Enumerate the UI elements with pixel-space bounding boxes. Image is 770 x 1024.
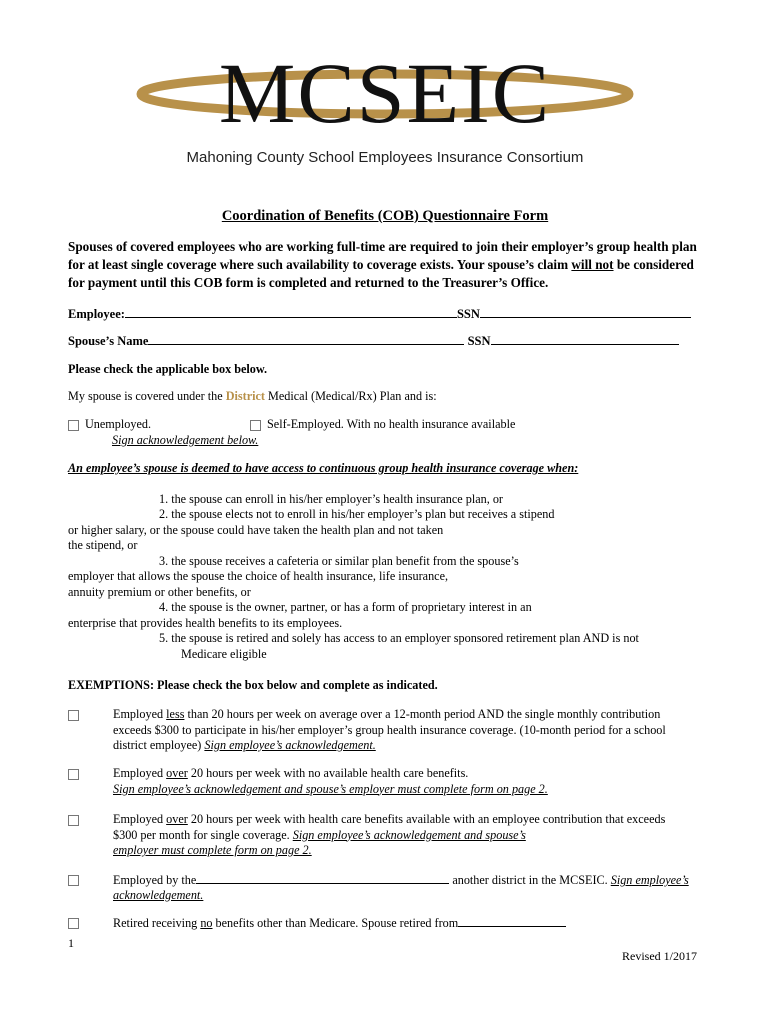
sign-acknowledgement-note: Sign acknowledgement below. <box>112 433 259 447</box>
exemption-retired: Retired receiving no benefits other than Medicare. Spouse retired from <box>68 915 708 933</box>
condition-item: 4. the spouse is the owner, partner, or has a form of proprietary interest in an <box>159 600 532 614</box>
exemption-5-checkbox[interactable] <box>68 918 79 929</box>
page-number: 1 <box>68 936 74 950</box>
ssn-label: SSN <box>456 307 480 321</box>
spouse-retired-from-field[interactable] <box>458 915 566 927</box>
exemption-2-checkbox[interactable] <box>68 769 79 780</box>
condition-item: Medicare eligible <box>181 647 267 661</box>
self-employed-option: Self-Employed. With no health insurance available <box>250 417 515 432</box>
employee-row <box>68 306 691 322</box>
condition-item: or higher salary, or the spouse could have taken the health plan and not taken <box>68 523 444 537</box>
condition-item: 3. the spouse receives a cafeteria or similar plan benefit from the spouse’s <box>159 554 519 568</box>
covered-statement: My spouse is covered under the District Medical (Medical/Rx) Plan and is: <box>68 389 437 403</box>
spouse-name-field[interactable] <box>148 333 464 345</box>
condition-item: employer that allows the spouse the choice of health insurance, life insurance, <box>68 569 449 583</box>
employee-field[interactable] <box>125 306 457 318</box>
condition-item: the stipend, or <box>68 538 138 552</box>
exemption-4-checkbox[interactable] <box>68 875 79 886</box>
condition-item: annuity premium or other benefits, or <box>68 585 251 599</box>
condition-item: 2. the spouse elects not to enroll in his/her employer’s plan but receives a stipend <box>159 507 555 521</box>
condition-item: 1. the spouse can enroll in his/her employer’s health insurance plan, or <box>159 492 503 506</box>
spouse-ssn-label: SSN <box>467 334 491 348</box>
spouse-name-label: Spouse’s Name <box>68 334 149 348</box>
logo-subtitle: Mahoning County School Employees Insurance Consortium <box>186 149 584 166</box>
revised-date: Revised 1/2017 <box>622 949 697 963</box>
self-employed-checkbox[interactable] <box>250 420 261 431</box>
unemployed-checkbox[interactable] <box>68 420 79 431</box>
employee-ssn-field[interactable] <box>480 306 691 318</box>
exemption-employed-by-district: Employed by the another district in the MCSEIC. Sign employee’s acknowledgement. <box>68 872 708 904</box>
logo-wordmark: MCSEIC <box>218 45 552 141</box>
exemptions-heading: EXEMPTIONS: Please check the box below and complete as indicated. <box>68 678 438 692</box>
unemployed-option: Unemployed. <box>68 417 151 432</box>
access-heading: An employee’s spouse is deemed to have access to continuous group health insurance coverage when: <box>68 461 579 475</box>
exemption-3-checkbox[interactable] <box>68 815 79 826</box>
employee-label: Employee: <box>68 307 125 321</box>
condition-item: enterprise that provides health benefits to its employees. <box>68 616 343 630</box>
spouse-ssn-field[interactable] <box>491 333 679 345</box>
intro-paragraph: Spouses of covered employees who are working full-time are required to join their employer’s group health plan for at least single coverage where such availability to coverage exists. Your spouse’s claim will not be considered for payment until this COB form is completed and returned to the Treasurer’s Office. <box>68 239 697 290</box>
spouse-row <box>68 333 679 349</box>
check-instruction: Please check the applicable box below. <box>68 362 268 376</box>
employing-district-field[interactable] <box>196 872 449 884</box>
district-highlight: District <box>225 389 265 403</box>
condition-item: 5. the spouse is retired and solely has access to an employer sponsored retirement plan AND is not <box>159 631 639 645</box>
mcseic-logo <box>135 30 635 180</box>
exemption-less-than-20-hours: Employed less than 20 hours per week on average over a 12-month period AND the single monthly contribution exceeds $300 to participate in his/her employer’s group health insurance coverage. (10-month period for a school district employee) Sign employee’s acknowledgement. <box>68 707 708 755</box>
form-title: Coordination of Benefits (COB) Questionnaire Form <box>221 208 549 224</box>
exemption-1-checkbox[interactable] <box>68 710 79 721</box>
exemption-over-20-with-benefits: Employed over 20 hours per week with health care benefits available with an employee contribution that exceeds $300 per month for single coverage. Sign employee’s acknowledgement and spouse’s employer must complete form on page 2. <box>68 812 708 860</box>
exemption-over-20-no-benefits: Employed over 20 hours per week with no available health care benefits. Sign employee’s acknowledgement and spouse’s employer must complete form on page 2. <box>68 766 708 798</box>
